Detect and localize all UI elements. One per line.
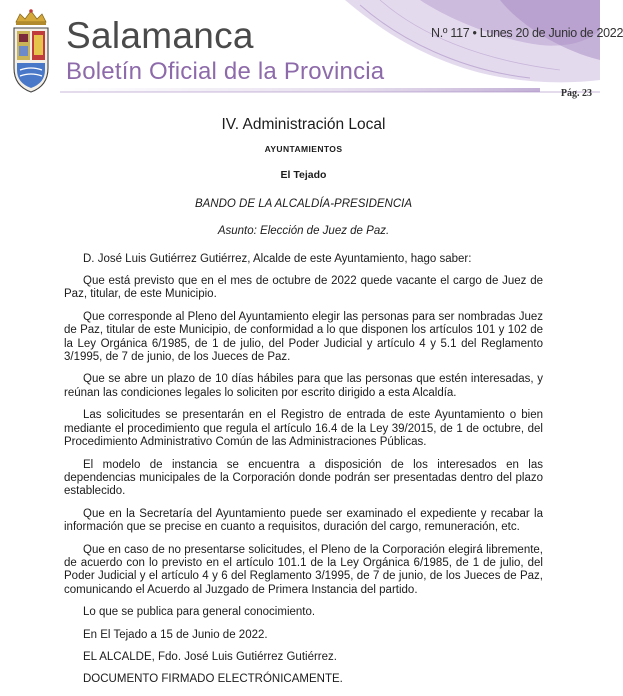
- paragraph: Que corresponde al Pleno del Ayuntamiento elegir las personas para ser nombradas Juez de Paz, titular de este Municipio, de conformidad a lo que disponen los artículos 101 y 102 de la Ley Orgánica 6/1985, de 1 de julio, del Poder Judicial y artículo 4 y 5.1 del Reglamento 3/1995, de 7 de junio, de los Jueces de Paz.: [64, 310, 543, 364]
- header: [0, 0, 623, 100]
- paragraph: Las solicitudes se presentarán en el Registro de entrada de este Ayuntamiento o bien mediante el procedimiento que regula el artículo 16.4 de la Ley 39/2015, de 1 de octubre, del Procedimiento Administrativo Común de las Administraciones Públicas.: [64, 409, 543, 449]
- issue-info: N.º 117 • Lunes 20 de Junio de 2022: [431, 26, 623, 40]
- publication-title: Boletín Oficial de la Provincia: [66, 58, 385, 85]
- paragraph: Que se abre un plazo de 10 días hábiles para que las personas que estén interesadas, y reúnan las condiciones legales lo soliciten por escrito dirigido a esta Alcaldía.: [64, 373, 543, 399]
- document-body: [64, 115, 543, 696]
- bando-heading: BANDO DE LA ALCALDÍA-PRESIDENCIA: [194, 197, 413, 210]
- city-title: Salamanca: [66, 15, 254, 56]
- paragraph: Que en caso de no presentarse solicitudes, el Pleno de la Corporación elegirá libremente, de acuerdo con lo previsto en el artículo 101.1 de la Ley Orgánica 6/1985, de 1 de julio, del Poder Judicial y el artículo 4 y 6 del Reglamento 3/1995, de 7 de junio, de los Jueces de Paz, comunicando el Acuerdo al Juzgado de Primera Instancia del partido.: [64, 543, 543, 596]
- place-name: El Tejado: [280, 169, 327, 182]
- paragraph: D. José Luis Gutiérrez Gutiérrez, Alcalde de este Ayuntamiento, hago saber:: [83, 252, 472, 265]
- section-title: IV. Administración Local: [221, 116, 386, 133]
- coat-of-arms-icon: [6, 8, 56, 94]
- paragraph: Que en la Secretaría del Ayuntamiento puede ser examinado el expediente y recabar la información que se precise en cuanto a requisitos, duración del cargo, remuneración, etc.: [64, 507, 543, 534]
- subsection-title: AYUNTAMIENTOS: [264, 144, 343, 154]
- page-number: Pág. 23: [560, 88, 592, 99]
- paragraph: Que está previsto que en el mes de octubre de 2022 quede vacante el cargo de Juez de Paz, titular, de este Municipio.: [64, 275, 543, 301]
- signature-line: EL ALCALDE, Fdo. José Luis Gutiérrez Gutiérrez.: [83, 650, 337, 663]
- subject-line: Asunto: Elección de Juez de Paz.: [217, 225, 390, 238]
- paragraph: Lo que se publica para general conocimiento.: [83, 606, 316, 619]
- paragraph: En El Tejado a 15 de Junio de 2022.: [83, 628, 268, 641]
- electronic-signature-note: DOCUMENTO FIRMADO ELECTRÓNICAMENTE.: [83, 673, 343, 686]
- paragraph: El modelo de instancia se encuentra a disposición de los interesados en las dependencias municipales de la Corporación donde podrán ser presentadas dentro del plazo establecido.: [64, 458, 543, 498]
